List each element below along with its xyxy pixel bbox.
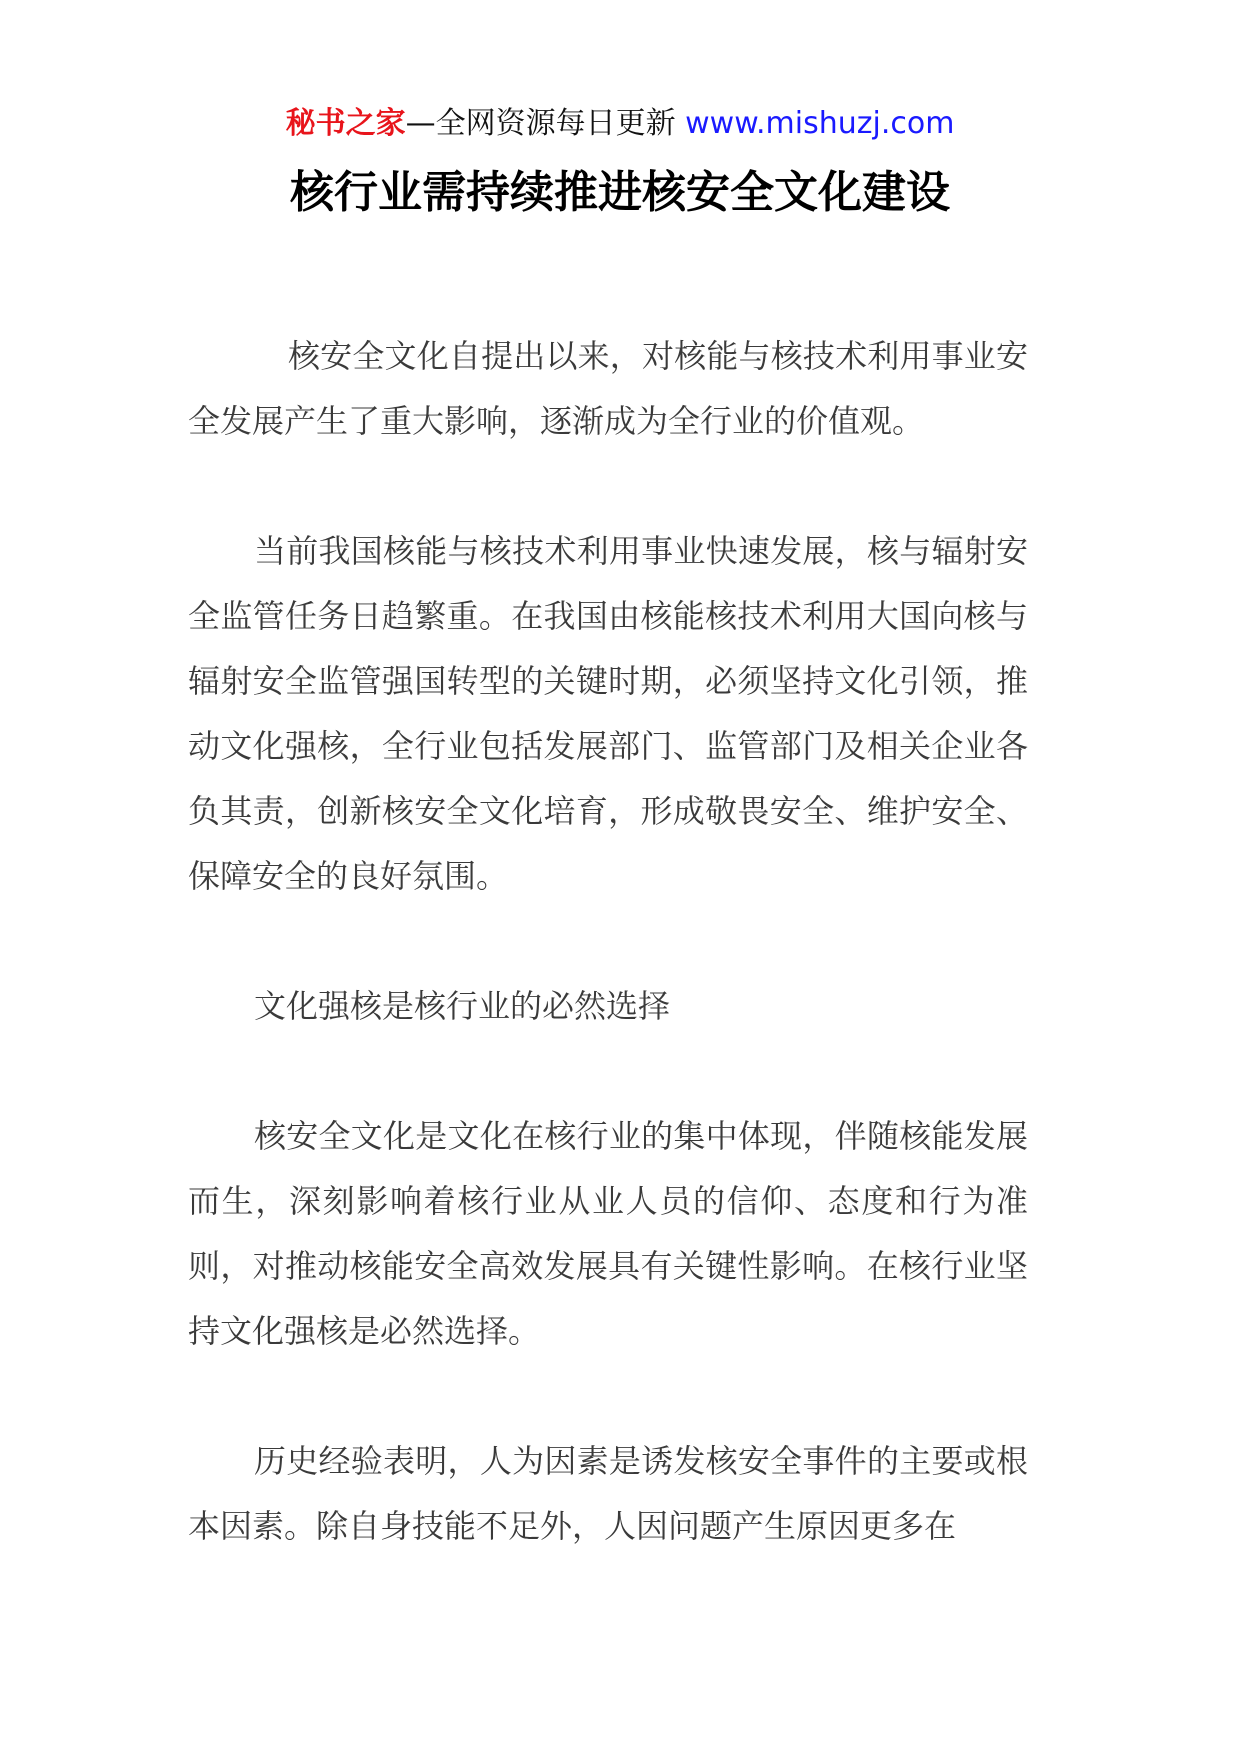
paragraph: 核安全文化是文化在核行业的集中体现，伴随核能发展而生，深刻影响着核行业从业人员的信仰、态度和行为准则，对推动核能安全高效发展具有关键性影响。在核行业坚持文化强核是必然选择。: [188, 1117, 1028, 1350]
site-header: [0, 104, 1240, 144]
paragraph: 核安全文化自提出以来，对核能与核技术利用事业安全发展产生了重大影响，逐渐成为全行业的价值观。: [188, 337, 1028, 440]
section-heading: 文化强核是核行业的必然选择: [254, 987, 671, 1025]
paragraph: 历史经验表明，人为因素是诱发核安全事件的主要或根本因素。除自身技能不足外，人因问题产生原因更多在: [188, 1442, 1028, 1545]
site-brand: 秘书之家: [285, 106, 406, 141]
document-title: 核行业需持续推进核安全文化建设: [290, 167, 950, 218]
document-body: [188, 324, 1028, 1559]
site-url-link[interactable]: www.mishuzj.com: [685, 106, 955, 141]
paragraph: 当前我国核能与核技术利用事业快速发展，核与辐射安全监管任务日趋繁重。在我国由核能核技术利用大国向核与辐射安全监管强国转型的关键时期，必须坚持文化引领，推动文化强核，全行业包括发展部门、监管部门及相关企业各负其责，创新核安全文化培育，形成敬畏安全、维护安全、保障安全的良好氛围。: [188, 532, 1028, 895]
site-tagline: —全网资源每日更新: [405, 106, 676, 141]
